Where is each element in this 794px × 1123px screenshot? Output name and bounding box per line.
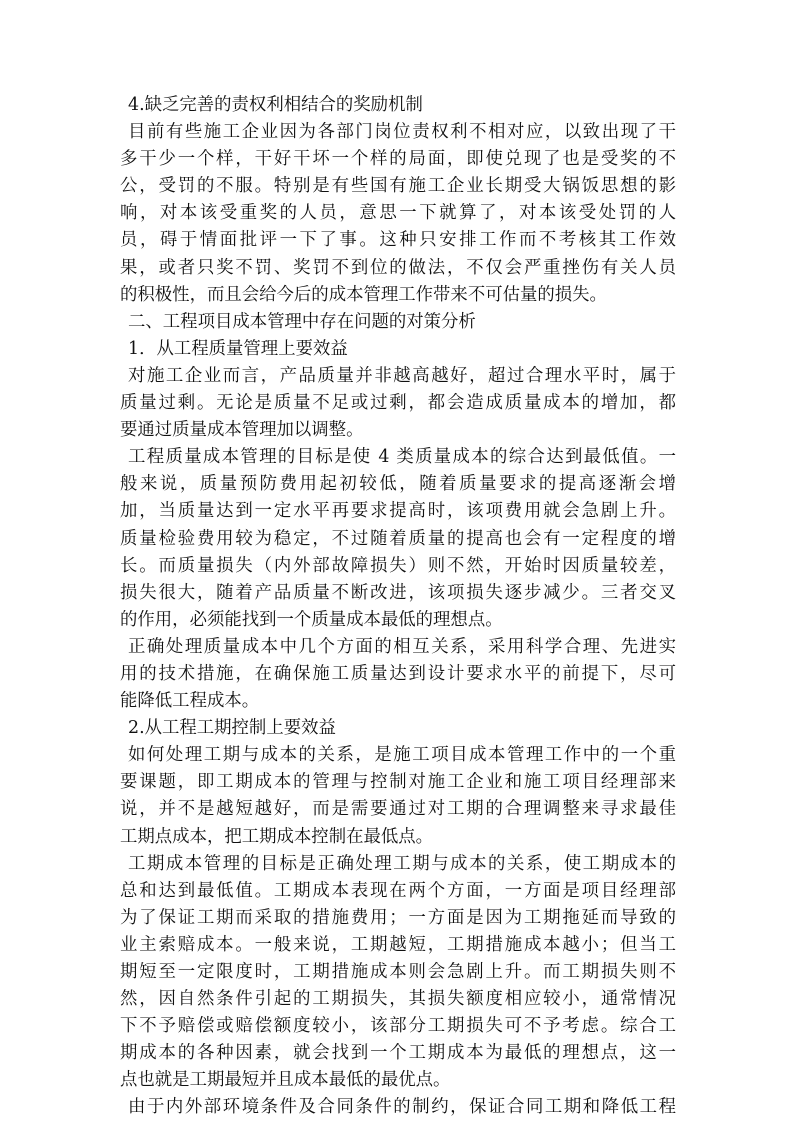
text-line: 员，碍于情面批评一下了事。这种只安排工作而不考核其工作效 xyxy=(120,230,676,251)
text-line: 多干少一个样，干好干坏一个样的局面，即使兑现了也是受奖的不 xyxy=(120,149,676,170)
text-line: 对施工企业而言，产品质量并非越高越好，超过合理水平时，属于 xyxy=(128,365,676,386)
text-line: 要通过质量成本管理加以调整。 xyxy=(120,420,364,441)
text-line: 要课题，即工期成本的管理与控制对施工企业和施工项目经理部来 xyxy=(120,772,676,793)
text-line: 目前有些施工企业因为各部门岗位责权利不相对应，以致出现了干 xyxy=(128,122,676,143)
text-line: 长。而质量损失（内外部故障损失）则不然，开始时因质量较差， xyxy=(120,555,676,576)
text-line: 期成本的各种因素，就会找到一个工期成本为最低的理想点，这一 xyxy=(120,1043,676,1064)
text-line: 用的技术措施，在确保施工质量达到设计要求水平的前提下，尽可 xyxy=(120,663,676,684)
text-line: 点也就是工期最短并且成本最低的最优点。 xyxy=(120,1070,451,1091)
text-line: 损失很大，随着产品质量不断改进，该项损失逐步减少。三者交叉 xyxy=(120,582,676,603)
text-line: 能降低工程成本。 xyxy=(120,691,260,712)
text-line: 业主索赔成本。一般来说，工期越短，工期措施成本越小；但当工 xyxy=(120,934,676,955)
text-line: 质量检验费用较为稳定，不过随着质量的提高也会有一定程度的增 xyxy=(120,528,676,549)
text-line: 如何处理工期与成本的关系，是施工项目成本管理工作中的一个重 xyxy=(128,745,676,766)
text-line: 由于内外部环境条件及合同条件的制约，保证合同工期和降低工程 xyxy=(128,1097,676,1118)
text-line: 正确处理质量成本中几个方面的相互关系，采用科学合理、先进实 xyxy=(128,636,676,657)
text-line: 4.缺乏完善的责权利相结合的奖励机制 xyxy=(128,95,423,115)
text-line: 加，当质量达到一定水平再要求提高时，该项费用就会急剧上升。 xyxy=(120,501,676,522)
text-line: 总和达到最低值。工期成本表现在两个方面，一方面是项目经理部 xyxy=(120,880,676,901)
text-line: 工期点成本，把工期成本控制在最低点。 xyxy=(120,826,434,847)
text-line: 的作用，必须能找到一个质量成本最低的理想点。 xyxy=(120,609,503,630)
text-line: 1．从工程质量管理上要效益 xyxy=(128,338,348,359)
text-line: 般来说，质量预防费用起初较低，随着质量要求的提高逐渐会增 xyxy=(120,474,676,495)
text-line: 的积极性，而且会给今后的成本管理工作带来不可估量的损失。 xyxy=(120,284,607,305)
text-line: 然，因自然条件引起的工期损失，其损失额度相应较小，通常情况 xyxy=(120,989,676,1010)
text-line: 说，并不是越短越好，而是需要通过对工期的合理调整来寻求最佳 xyxy=(120,799,676,820)
text-line: 为了保证工期而采取的措施费用；一方面是因为工期拖延而导致的 xyxy=(120,907,676,928)
text-line: 果，或者只奖不罚、奖罚不到位的做法，不仅会严重挫伤有关人员 xyxy=(120,257,676,278)
text-line: 公，受罚的不服。特别是有些国有施工企业长期受大锅饭思想的影 xyxy=(120,176,676,197)
text-line: 2.从工程工期控制上要效益 xyxy=(128,718,336,739)
text-line: 二、工程项目成本管理中存在问题的对策分析 xyxy=(128,311,476,332)
text-line: 响，对本该受重奖的人员，意思一下就算了，对本该受处罚的人 xyxy=(120,203,676,224)
text-line: 工期成本管理的目标是正确处理工期与成本的关系，使工期成本的 xyxy=(128,853,676,874)
text-line: 质量过剩。无论是质量不足或过剩，都会造成质量成本的增加，都 xyxy=(120,393,676,414)
text-line: 下不予赔偿或赔偿额度较小，该部分工期损失可不予考虑。综合工 xyxy=(120,1016,676,1037)
text-line: 工程质量成本管理的目标是使 4 类质量成本的综合达到最低值。一 xyxy=(128,447,676,468)
text-line: 期短至一定限度时，工期措施成本则会急剧上升。而工期损失则不 xyxy=(120,962,676,982)
document-page xyxy=(120,92,676,1122)
